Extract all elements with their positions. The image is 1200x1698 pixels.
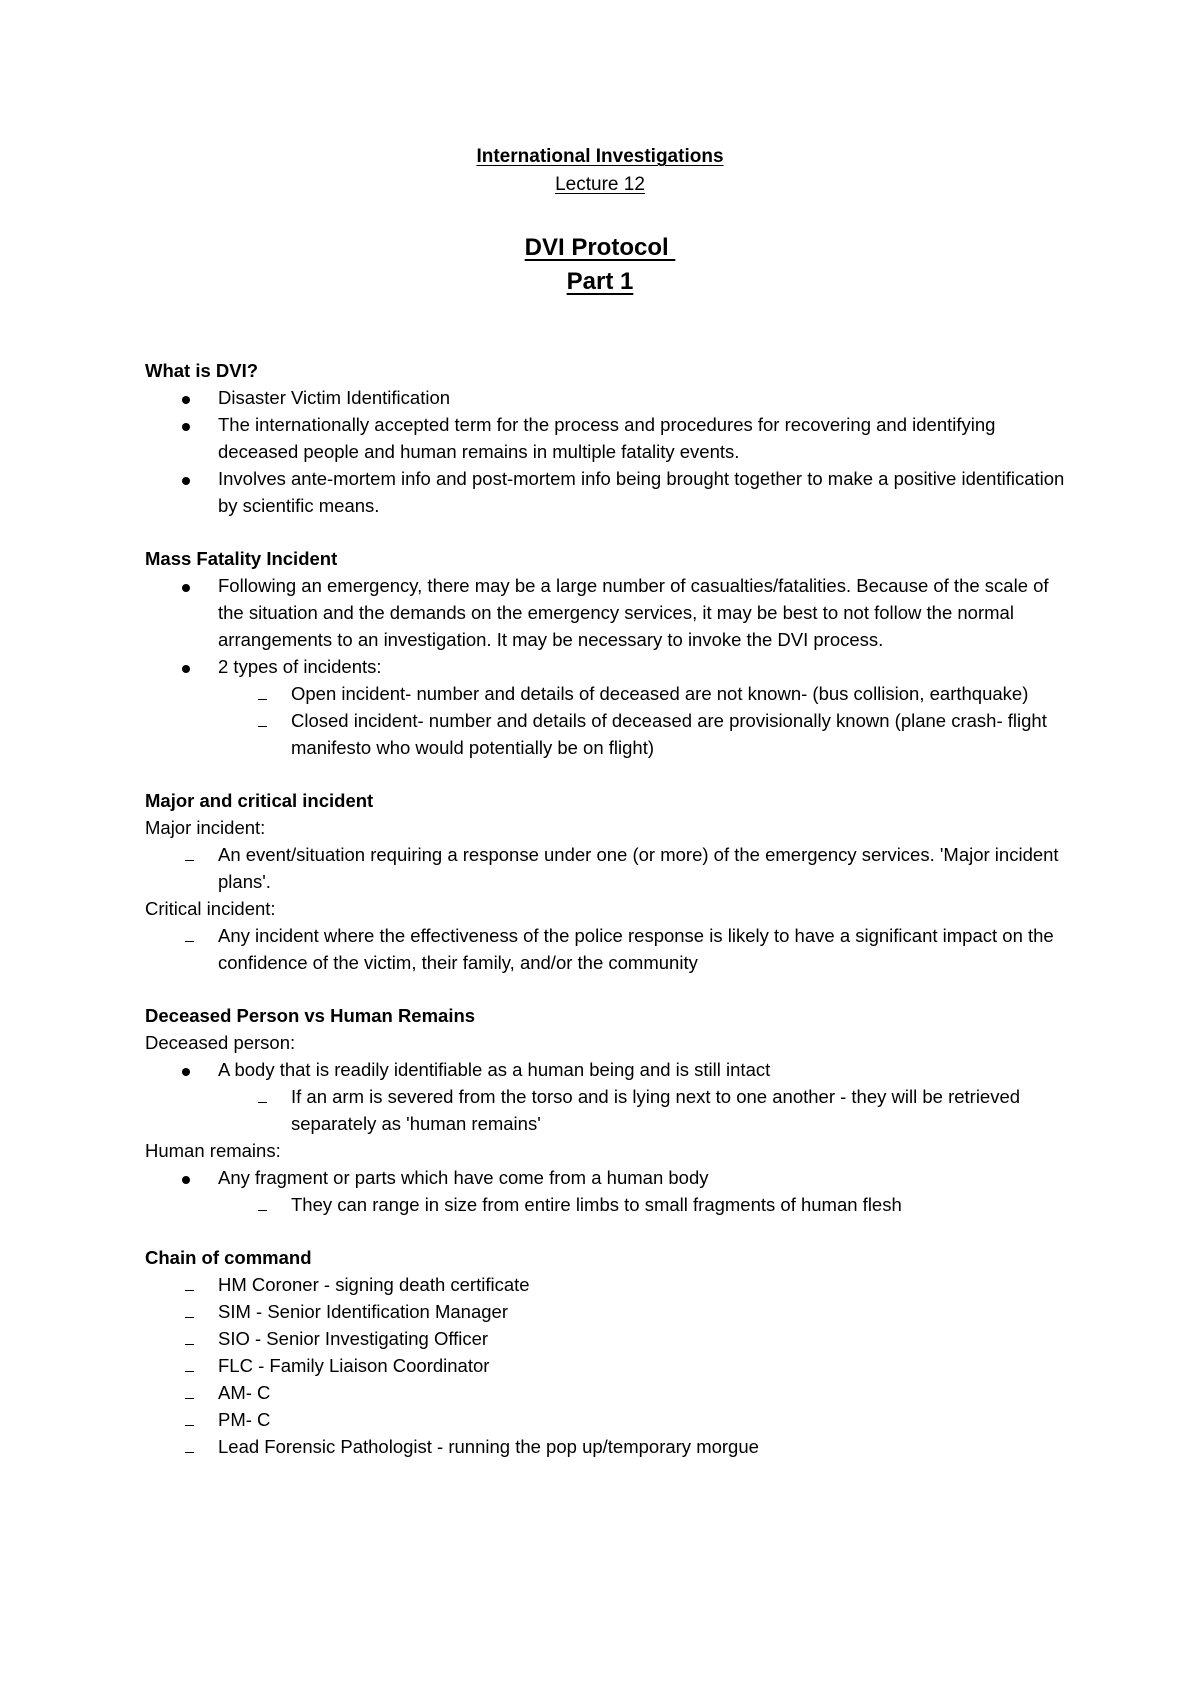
dash-icon bbox=[258, 1083, 267, 1110]
list-item: A body that is readily identifiable as a human being and is still intact bbox=[145, 1056, 1075, 1083]
critical-incident-label: Critical incident: bbox=[145, 898, 276, 919]
lecture-number-text: Lecture 12 bbox=[555, 174, 645, 195]
list-item: If an arm is severed from the torso and is lying next to one another - they will be retrieved separately as 'human remains' bbox=[145, 1083, 1075, 1137]
section-heading-what-is-dvi: What is DVI? bbox=[145, 360, 259, 381]
document-part-text: Part 1 bbox=[566, 268, 634, 295]
section-heading-deceased-vs-remains: Deceased Person vs Human Remains bbox=[145, 1005, 476, 1026]
human-remains-list bbox=[145, 1164, 1075, 1218]
list-item: Involves ante-mortem info and post-mortem info being brought together to make a positive identification by scientific means. bbox=[145, 465, 1075, 519]
dash-icon bbox=[185, 1298, 194, 1325]
bullet-icon bbox=[182, 384, 190, 411]
list-item: Disaster Victim Identification bbox=[145, 384, 1075, 411]
what-is-dvi-list bbox=[145, 384, 1075, 519]
dash-icon bbox=[185, 1352, 194, 1379]
document-title bbox=[0, 234, 1200, 262]
list-item: AM- C bbox=[145, 1379, 1075, 1406]
section-heading-major-critical: Major and critical incident bbox=[145, 790, 374, 811]
document-part bbox=[0, 268, 1200, 296]
dash-icon bbox=[258, 680, 267, 707]
deceased-person-list bbox=[145, 1056, 1075, 1137]
lecture-number bbox=[0, 174, 1200, 196]
list-item: The internationally accepted term for the process and procedures for recovering and identifying deceased people and human remains in multiple fatality events. bbox=[145, 411, 1075, 465]
mass-fatality-list bbox=[145, 572, 1075, 761]
major-incident-list bbox=[145, 841, 1075, 895]
list-item: Open incident- number and details of deceased are not known- (bus collision, earthquake) bbox=[145, 680, 1075, 707]
section-heading-mass-fatality: Mass Fatality Incident bbox=[145, 548, 338, 569]
list-item: HM Coroner - signing death certificate bbox=[145, 1271, 1075, 1298]
list-item: An event/situation requiring a response under one (or more) of the emergency services. 'Major incident plans'. bbox=[145, 841, 1075, 895]
bullet-icon bbox=[182, 572, 190, 599]
list-item: SIM - Senior Identification Manager bbox=[145, 1298, 1075, 1325]
deceased-person-label: Deceased person: bbox=[145, 1032, 296, 1053]
list-item: SIO - Senior Investigating Officer bbox=[145, 1325, 1075, 1352]
dash-icon bbox=[185, 841, 194, 868]
list-item: Lead Forensic Pathologist - running the pop up/temporary morgue bbox=[145, 1433, 1075, 1460]
dash-icon bbox=[258, 707, 267, 734]
bullet-icon bbox=[182, 1164, 190, 1191]
bullet-icon bbox=[182, 411, 190, 438]
list-item: Closed incident- number and details of deceased are provisionally known (plane crash- flight manifesto who would potentially be on flight) bbox=[145, 707, 1075, 761]
dash-icon bbox=[185, 922, 194, 949]
course-title-text: International Investigations bbox=[476, 146, 724, 167]
list-item: Following an emergency, there may be a large number of casualties/fatalities. Because of the scale of the situation and the demands on the emergency services, it may be best to not follow the normal arrangements to an investigation. It may be necessary to invoke the DVI process. bbox=[145, 572, 1075, 653]
major-incident-label: Major incident: bbox=[145, 817, 266, 838]
chain-of-command-list bbox=[145, 1271, 1075, 1460]
dash-icon bbox=[258, 1191, 267, 1218]
document-title-text: DVI Protocol bbox=[524, 234, 676, 261]
critical-incident-list bbox=[145, 922, 1075, 976]
list-item: FLC - Family Liaison Coordinator bbox=[145, 1352, 1075, 1379]
bullet-icon bbox=[182, 465, 190, 492]
document-body bbox=[145, 357, 1075, 1460]
dash-icon bbox=[185, 1271, 194, 1298]
human-remains-label: Human remains: bbox=[145, 1140, 281, 1161]
list-item: They can range in size from entire limbs to small fragments of human flesh bbox=[145, 1191, 1075, 1218]
course-title bbox=[0, 146, 1200, 168]
dash-icon bbox=[185, 1325, 194, 1352]
bullet-icon bbox=[182, 1056, 190, 1083]
dash-icon bbox=[185, 1406, 194, 1433]
list-item: PM- C bbox=[145, 1406, 1075, 1433]
list-item: Any fragment or parts which have come from a human body bbox=[145, 1164, 1075, 1191]
dash-icon bbox=[185, 1379, 194, 1406]
list-item: 2 types of incidents: bbox=[145, 653, 1075, 680]
bullet-icon bbox=[182, 653, 190, 680]
section-heading-chain-of-command: Chain of command bbox=[145, 1247, 312, 1268]
list-item: Any incident where the effectiveness of the police response is likely to have a significant impact on the confidence of the victim, their family, and/or the community bbox=[145, 922, 1075, 976]
dash-icon bbox=[185, 1433, 194, 1460]
